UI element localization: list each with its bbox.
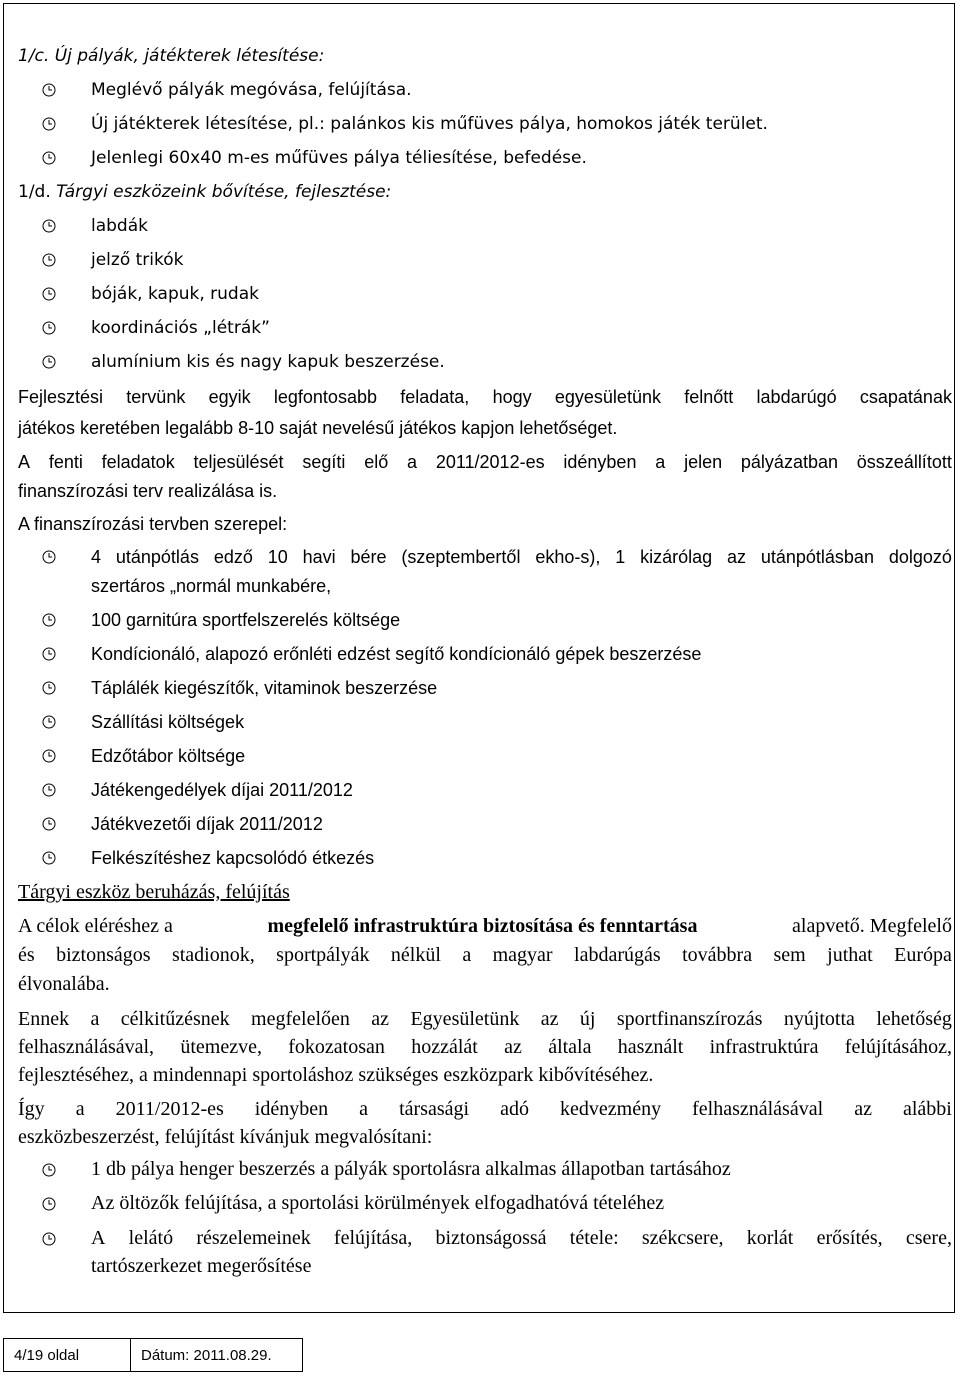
heading-text: Tárgyi eszközeink bővítése, fejlesztése: xyxy=(56,182,392,202)
word: legfontosabb xyxy=(273,387,377,407)
word: csapatának xyxy=(859,387,952,407)
word: labdarúgó xyxy=(756,387,837,407)
clock-bullet-icon xyxy=(42,1232,56,1246)
clock-bullet-icon xyxy=(42,817,56,831)
list-item-text: labdák xyxy=(91,216,148,236)
word: megfelelően xyxy=(251,1008,350,1030)
list-item-line xyxy=(91,547,952,568)
word: segíti xyxy=(302,452,346,472)
list-item-line: tartószerkezet megerősítése xyxy=(91,1255,312,1277)
list-item-text: Játékengedélyek díjai 2011/2012 xyxy=(91,780,353,800)
word: ekho-s), xyxy=(535,547,601,567)
word: célkitűzésnek xyxy=(120,1008,230,1030)
word: az xyxy=(726,547,746,567)
clock-bullet-icon xyxy=(42,749,56,763)
word: részelemeinek xyxy=(196,1227,311,1249)
word: lehetőség xyxy=(876,1008,952,1030)
word: tétele: xyxy=(569,1227,619,1249)
word: pályázatban xyxy=(740,452,838,472)
paragraph-line xyxy=(18,1098,952,1121)
list-item-line xyxy=(91,1227,952,1250)
word: stadionok, xyxy=(171,944,255,966)
clock-bullet-icon xyxy=(42,681,56,695)
clock-bullet-icon xyxy=(42,117,56,131)
clock-bullet-icon xyxy=(42,715,56,729)
list-item-text: 100 garnitúra sportfelszerelés költsége xyxy=(91,610,401,630)
section-heading-1c: 1/c. Új pályák, játékterek létesítése: xyxy=(18,46,325,66)
word: sportfinanszírozás xyxy=(616,1008,763,1030)
word: hozzálát xyxy=(411,1036,478,1058)
word: egyik xyxy=(208,387,251,407)
list-item-text: bóják, kapuk, rudak xyxy=(91,284,259,304)
paragraph-line: játékos keretében legalább 8-10 saját nevelésű játékos kapjon lehetőséget. xyxy=(18,418,618,438)
word: biztonságossá xyxy=(435,1227,547,1249)
paragraph-line: finanszírozási terv realizálása is. xyxy=(18,481,278,501)
paragraph-line: eszközbeszerzést, felújítást kívánjuk megvalósítani: xyxy=(18,1126,433,1148)
word: magyar xyxy=(492,944,553,966)
clock-bullet-icon xyxy=(42,321,56,335)
clock-bullet-icon xyxy=(42,647,56,661)
clock-bullet-icon xyxy=(42,151,56,165)
word: felhasználásával, xyxy=(18,1036,155,1058)
word: felhasználásával xyxy=(692,1098,824,1120)
clock-bullet-icon xyxy=(42,851,56,865)
clock-bullet-icon xyxy=(42,550,56,564)
word: sportpályák xyxy=(276,944,370,966)
paragraph-line xyxy=(18,387,952,408)
list-item-text: Táplálék kiegészítők, vitaminok beszerzése xyxy=(91,678,438,698)
clock-bullet-icon xyxy=(42,287,56,301)
word: általa xyxy=(548,1036,592,1058)
list-item-text: Az öltözők felújítása, a sportolási körülmények elfogadhatóvá tételéhez xyxy=(91,1192,665,1214)
word: feladata, xyxy=(400,387,470,407)
list-item-text: Szállítási költségek xyxy=(91,712,245,732)
word: alábbi xyxy=(902,1098,952,1120)
word: tervünk xyxy=(126,387,186,407)
list-item-text: Játékvezetői díjak 2011/2012 xyxy=(91,814,323,834)
word: kedvezmény xyxy=(560,1098,662,1120)
page-number: 4/19 oldal xyxy=(3,1338,131,1372)
word: felújításához, xyxy=(844,1036,952,1058)
list-item-line: szertáros „normál munkabére, xyxy=(91,576,332,596)
paragraph-line xyxy=(18,944,952,967)
word: jelen xyxy=(684,452,723,472)
word: A xyxy=(18,452,31,472)
word: juthat xyxy=(827,944,873,966)
word: összeállított xyxy=(856,452,952,472)
word: az xyxy=(504,1036,522,1058)
word: hogy xyxy=(492,387,532,407)
word: a xyxy=(655,452,666,472)
section-heading-1d xyxy=(18,182,391,202)
word: nyújtotta xyxy=(783,1008,855,1030)
word: továbbra xyxy=(682,944,753,966)
clock-bullet-icon xyxy=(42,783,56,797)
paragraph-line: fejlesztéséhez, a mindennapi sportoláshoz szükséges eszközpark kibővítéséhez. xyxy=(18,1064,654,1086)
word: nélkül xyxy=(390,944,441,966)
list-item-text: Jelenlegi 60x40 m-es műfüves pálya téliesítése, befedése. xyxy=(91,148,587,168)
word: 2011/2012-es xyxy=(115,1098,224,1120)
word: 2011/2012-es xyxy=(435,452,545,472)
paragraph-line xyxy=(18,915,952,938)
clock-bullet-icon xyxy=(42,355,56,369)
list-item-text: 1 db pálya henger beszerzés a pályák sportolásra alkalmas állapotban tartásához xyxy=(91,1158,731,1180)
word: dolgozó xyxy=(888,547,952,567)
word: székcsere, xyxy=(641,1227,724,1249)
clock-bullet-icon xyxy=(42,1197,56,1211)
word: a xyxy=(90,1008,100,1030)
word: erősítés, xyxy=(816,1227,883,1249)
section-title: Tárgyi eszköz beruházás, felújítás xyxy=(18,881,290,903)
word: Egyesületünk xyxy=(410,1008,520,1030)
word: egyesületünk xyxy=(554,387,661,407)
heading-prefix: 1/d. xyxy=(18,182,57,202)
paragraph-intro: A finanszírozási tervben szerepel: xyxy=(18,514,288,534)
list-item-text: koordinációs „létrák” xyxy=(91,318,270,338)
word: idényben xyxy=(563,452,637,472)
word: teljesülését xyxy=(193,452,284,472)
word: kizárólag xyxy=(640,547,713,567)
word: fokozatosan xyxy=(288,1036,385,1058)
word: adó xyxy=(500,1098,529,1120)
word: edző xyxy=(213,547,253,567)
list-item-text: Kondícionáló, alapozó erőnléti edzést segítő kondícionáló gépek beszerzése xyxy=(91,644,702,664)
word: Így xyxy=(18,1098,45,1120)
word: 10 xyxy=(267,547,288,567)
word: A xyxy=(91,1227,106,1249)
word: csere, xyxy=(905,1227,952,1249)
word: új xyxy=(579,1008,596,1030)
list-item-text: jelző trikók xyxy=(91,250,184,270)
word: 4 xyxy=(91,547,102,567)
list-item-text: Meglévő pályák megóvása, felújítása. xyxy=(91,80,412,100)
word: infrastruktúra xyxy=(709,1036,819,1058)
word: felújítása, xyxy=(333,1227,413,1249)
clock-bullet-icon xyxy=(42,219,56,233)
word: utánpótlás xyxy=(115,547,199,567)
word: Fejlesztési xyxy=(18,387,104,407)
page-footer xyxy=(3,1338,303,1372)
list-item-text: alumínium kis és nagy kapuk beszerzése. xyxy=(91,352,445,372)
word: (szeptembertől xyxy=(401,547,521,567)
word: az xyxy=(854,1098,872,1120)
word: labdarúgás xyxy=(574,944,661,966)
word: Európa xyxy=(894,944,952,966)
list-item-text: Edzőtábor költsége xyxy=(91,746,246,766)
word: a xyxy=(75,1098,85,1120)
word: Ennek xyxy=(18,1008,70,1030)
word: lelátó xyxy=(128,1227,174,1249)
word: fenti xyxy=(48,452,83,472)
word: társasági xyxy=(399,1098,470,1120)
paragraph-line xyxy=(18,1036,952,1059)
list-item-text: Új játékterek létesítése, pl.: palánkos kis műfüves pálya, homokos játék terület. xyxy=(91,114,768,134)
word: korlát xyxy=(746,1227,794,1249)
word: a xyxy=(407,452,418,472)
bold-run: megfelelő infrastruktúra biztosítása és fenntartása xyxy=(267,915,698,937)
word: havi xyxy=(302,547,336,567)
word: utánpótlásban xyxy=(760,547,874,567)
text-run: A célok eléréshez a xyxy=(18,915,173,937)
word: az xyxy=(540,1008,559,1030)
paragraph-line xyxy=(18,1008,952,1031)
word: használt xyxy=(617,1036,684,1058)
clock-bullet-icon xyxy=(42,253,56,267)
word: felnőtt xyxy=(684,387,734,407)
word: sem xyxy=(773,944,806,966)
text-run: alapvető. Megfelelő xyxy=(792,915,952,937)
word: ütemezve, xyxy=(180,1036,262,1058)
paragraph-line: élvonalába. xyxy=(18,973,110,995)
word: az xyxy=(371,1008,390,1030)
word: és xyxy=(18,944,35,966)
list-item-text: Felkészítéshez kapcsolódó étkezés xyxy=(91,848,375,868)
word: bére xyxy=(350,547,387,567)
word: feladatok xyxy=(101,452,175,472)
clock-bullet-icon xyxy=(42,613,56,627)
word: idényben xyxy=(254,1098,329,1120)
word: a xyxy=(462,944,472,966)
word: 1 xyxy=(615,547,626,567)
page-frame xyxy=(3,3,955,1313)
word: a xyxy=(359,1098,369,1120)
clock-bullet-icon xyxy=(42,1163,56,1177)
paragraph-line xyxy=(18,452,952,473)
word: elő xyxy=(364,452,389,472)
document-date: Dátum: 2011.08.29. xyxy=(131,1338,303,1372)
clock-bullet-icon xyxy=(42,83,56,97)
word: biztonságos xyxy=(56,944,151,966)
